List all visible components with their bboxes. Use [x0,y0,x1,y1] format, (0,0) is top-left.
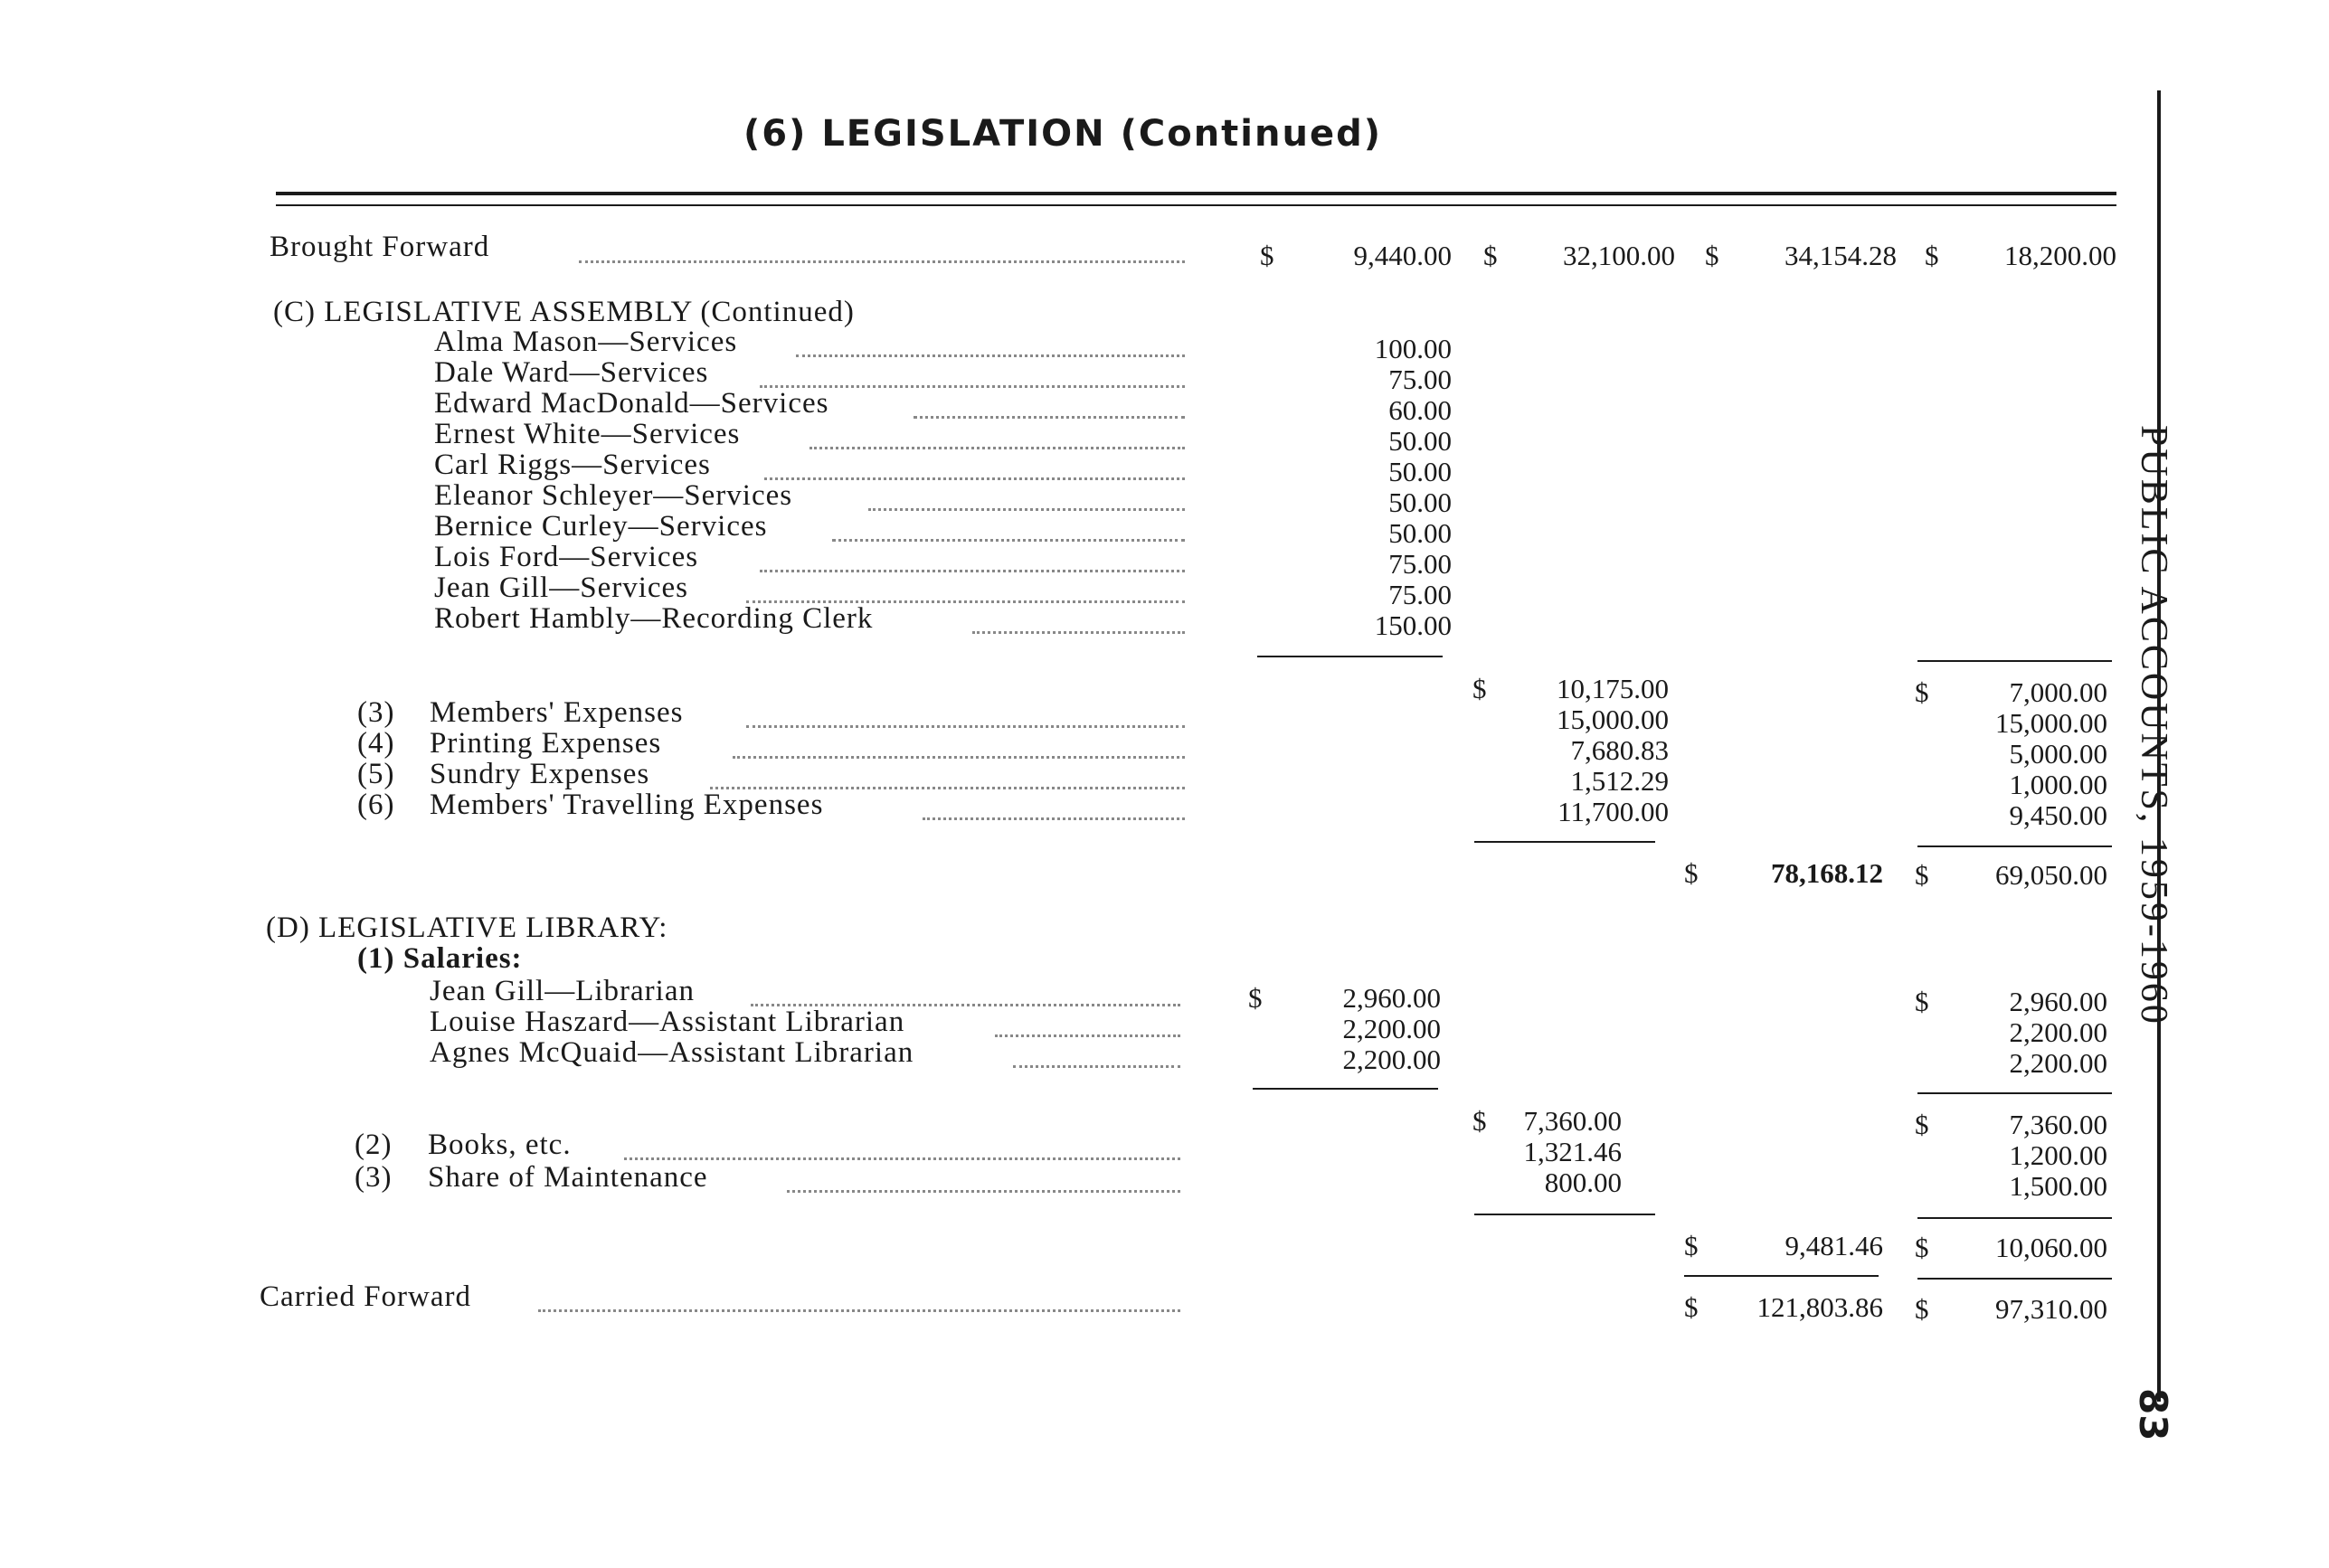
carried-forward-c4: 97,310.00 [1995,1293,2107,1325]
subtotal-rule [1474,1214,1655,1215]
leader-dots [746,725,1185,728]
expense-c4: 9,450.00 [2009,799,2107,831]
subtotal-rule [1917,845,2112,847]
leader-dots [796,354,1185,357]
service-amount: 75.00 [1388,548,1452,580]
brought-forward-c3: 34,154.28 [1785,240,1897,271]
leader-dots [538,1309,1180,1312]
expense-number: (5) [357,758,395,790]
item-label: Books, etc. [428,1129,572,1161]
dollar-sign: $ [1915,1293,1929,1325]
dollar-sign: $ [1684,1230,1699,1261]
expense-c4: 5,000.00 [2009,738,2107,770]
subtotal-rule [1253,1088,1438,1090]
dollar-sign: $ [1684,1291,1699,1323]
leader-dots [1013,1065,1180,1068]
leader-dots [760,570,1185,572]
leader-dots [733,756,1185,759]
header-rule-top [276,192,2116,195]
service-amount: 60.00 [1388,394,1452,426]
subtotal-rule [1917,660,2112,662]
subtotal-rule [1917,1217,2112,1219]
dollar-sign: $ [1684,857,1699,889]
section-c-subtotal-c2: 10,175.00 [1557,673,1669,704]
dollar-sign: $ [1472,673,1487,704]
dollar-sign: $ [1915,1109,1929,1140]
salary-c1: 2,200.00 [1342,1013,1441,1044]
leader-dots [579,260,1185,263]
expense-c2: 1,512.29 [1570,765,1669,797]
leader-dots [809,447,1185,449]
section-c-subtotal-c4: 7,000.00 [2009,676,2107,708]
subtotal-rule [1257,656,1443,657]
expense-c4: 15,000.00 [1995,707,2107,739]
expense-c2: 15,000.00 [1557,704,1669,735]
item-c2: 800.00 [1544,1167,1622,1198]
expense-number: (6) [357,789,395,821]
dollar-sign: $ [1915,676,1929,708]
page-title: (6) LEGISLATION (Continued) [743,113,1382,155]
list-item: Dale Ward—Services [434,356,709,389]
service-amount: 75.00 [1388,579,1452,610]
expense-c2: 11,700.00 [1557,796,1669,827]
list-item: Jean Gill—Librarian [430,975,695,1007]
dollar-sign: $ [1260,240,1274,271]
list-item: Carl Riggs—Services [434,449,711,481]
item-label: Share of Maintenance [428,1161,708,1194]
dollar-sign: $ [1248,982,1263,1014]
dollar-sign: $ [1915,859,1929,891]
section-d-subtotal-c2: 7,360.00 [1523,1105,1622,1137]
item-c4: 1,200.00 [2009,1139,2107,1171]
section-d-total-c3: 9,481.46 [1785,1230,1883,1261]
list-item: Eleanor Schleyer—Services [434,479,793,512]
total-rule [1917,1278,2112,1280]
section-c-heading: (C) LEGISLATIVE ASSEMBLY (Continued) [273,296,855,328]
section-d-total-c4: 10,060.00 [1995,1232,2107,1263]
expense-label: Sundry Expenses [430,758,650,790]
list-item: Jean Gill—Services [434,571,689,604]
service-amount: 150.00 [1374,609,1452,641]
item-number: (2) [355,1129,393,1161]
expense-label: Members' Expenses [430,696,684,729]
service-amount: 50.00 [1388,425,1452,457]
list-item: Lois Ford—Services [434,541,699,573]
dollar-sign: $ [1483,240,1498,271]
item-number: (3) [355,1161,393,1194]
expense-c2: 7,680.83 [1570,734,1669,766]
dollar-sign: $ [1705,240,1719,271]
section-d-heading: (D) LEGISLATIVE LIBRARY: [266,912,668,944]
brought-forward-c4: 18,200.00 [2004,240,2116,271]
dollar-sign: $ [1915,1232,1929,1263]
service-amount: 50.00 [1388,517,1452,549]
salary-c4: 2,200.00 [2009,1047,2107,1079]
salary-c4: 2,200.00 [2009,1016,2107,1048]
leader-dots [787,1190,1180,1193]
section-c-total-c3: 78,168.12 [1771,857,1883,889]
service-amount: 50.00 [1388,486,1452,518]
brought-forward-c1: 9,440.00 [1353,240,1452,271]
leader-dots [624,1157,1180,1160]
service-amount: 50.00 [1388,456,1452,487]
salary-c1: 2,200.00 [1342,1044,1441,1075]
list-item: Bernice Curley—Services [434,510,768,543]
section-d-subtotal-c4: 7,360.00 [2009,1109,2107,1140]
brought-forward-c2: 32,100.00 [1563,240,1675,271]
expense-number: (4) [357,727,395,760]
service-amount: 75.00 [1388,364,1452,395]
list-item: Ernest White—Services [434,418,741,450]
expense-label: Members' Travelling Expenses [430,789,824,821]
expense-c4: 1,000.00 [2009,769,2107,800]
leader-dots [868,508,1185,511]
list-item: Alma Mason—Services [434,326,738,358]
salary-c4: 2,960.00 [2009,986,2107,1017]
carried-forward-c3: 121,803.86 [1756,1291,1883,1323]
carried-forward-label: Carried Forward [260,1280,472,1313]
salaries-heading: (1) Salaries: [357,942,523,975]
dollar-sign: $ [1915,986,1929,1017]
leader-dots [995,1034,1180,1037]
leader-dots [764,477,1185,480]
leader-dots [914,416,1185,419]
list-item: Agnes McQuaid—Assistant Librarian [430,1036,914,1069]
page-number: 83 [2131,1388,2175,1441]
item-c4: 1,500.00 [2009,1170,2107,1202]
expense-label: Printing Expenses [430,727,662,760]
expense-number: (3) [357,696,395,729]
header-rule-bottom [276,204,2116,206]
section-c-total-c4: 69,050.00 [1995,859,2107,891]
dollar-sign: $ [1925,240,1939,271]
dollar-sign: $ [1472,1105,1487,1137]
list-item: Edward MacDonald—Services [434,387,829,420]
item-c2: 1,321.46 [1523,1136,1622,1167]
side-title: PUBLIC ACCOUNTS, 1959-1960 [2133,425,2174,1026]
leader-dots [923,817,1185,820]
subtotal-rule [1474,841,1655,843]
list-item: Louise Haszard—Assistant Librarian [430,1006,905,1038]
subtotal-rule [1917,1092,2112,1094]
total-rule [1684,1275,1879,1277]
salary-c1: 2,960.00 [1342,982,1441,1014]
leader-dots [832,539,1185,542]
list-item: Robert Hambly—Recording Clerk [434,602,874,635]
brought-forward-label: Brought Forward [270,231,490,263]
leader-dots [972,631,1185,634]
service-amount: 100.00 [1374,333,1452,364]
